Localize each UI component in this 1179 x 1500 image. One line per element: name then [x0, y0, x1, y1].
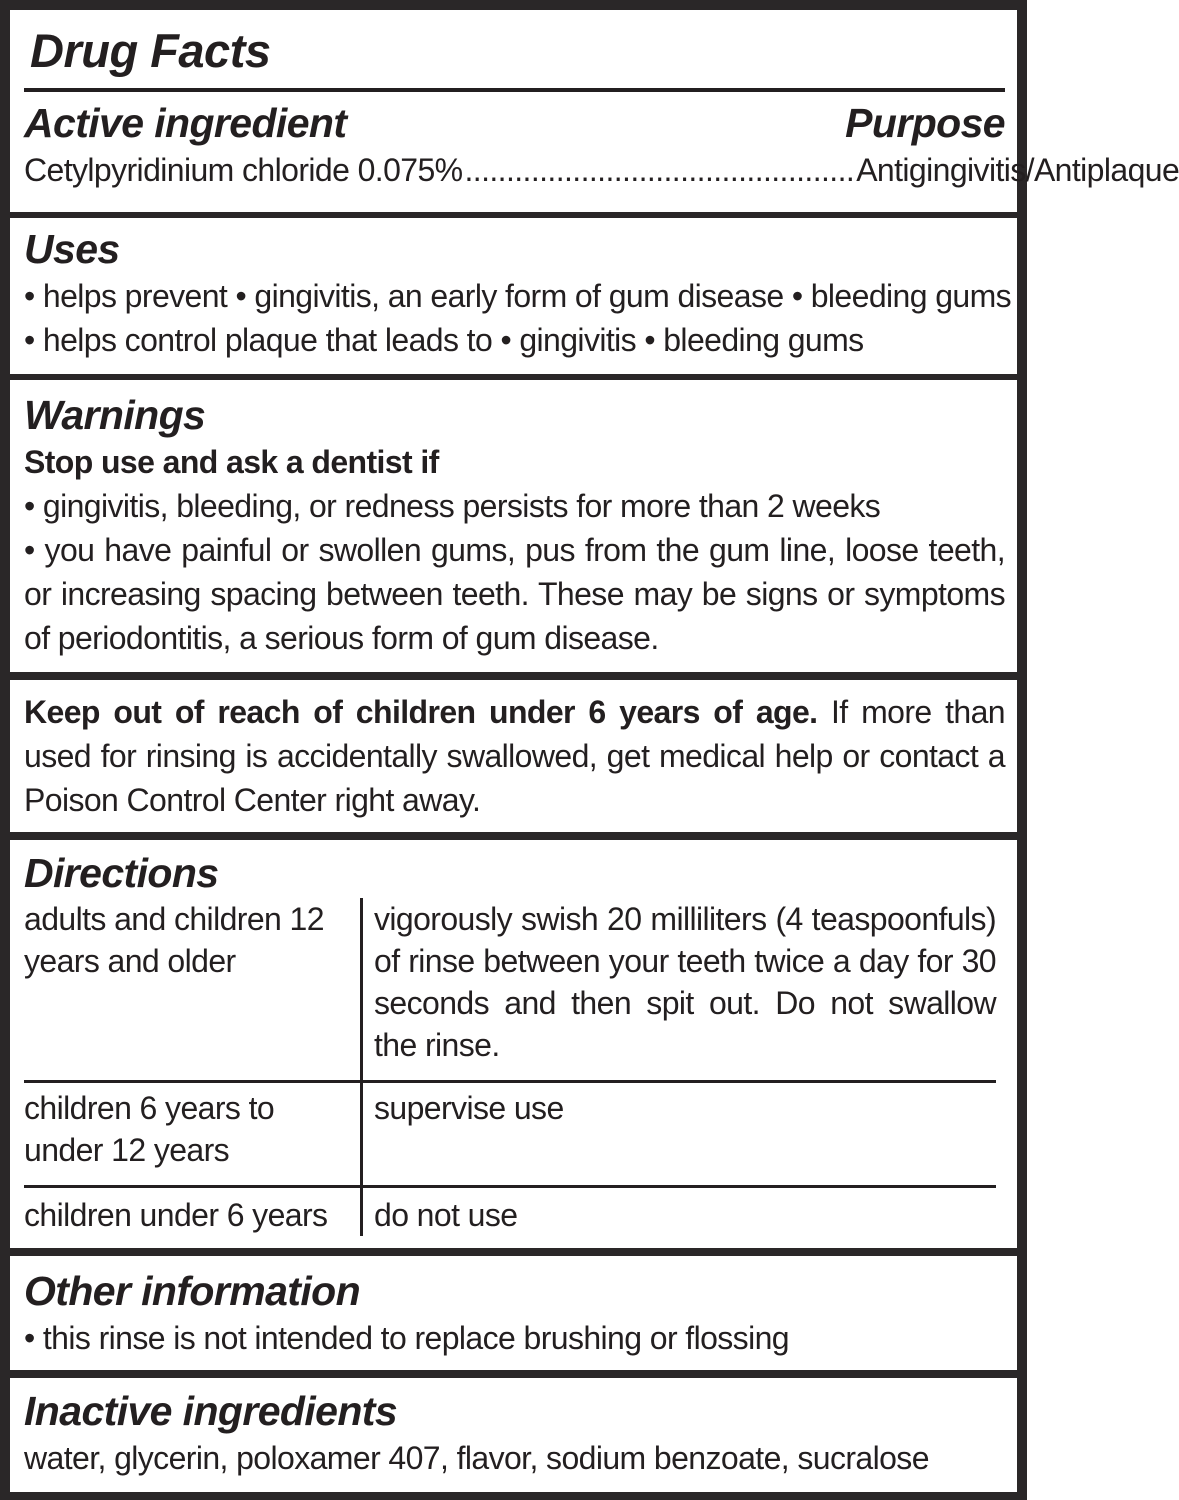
- keep-out-detail: If more than used for rinsing is accidentally swallowed, get medical help or contact a Poison Control Center right away.: [24, 694, 1006, 818]
- directions-instruction: vigorously swish 20 milliliters (4 teaspoonfuls) of rinse between your teeth twice a day for 30 seconds and then spit out. Do not swallow the rinse.: [362, 898, 997, 1082]
- keep-out-section: [10, 680, 1017, 832]
- active-ingredient-heading: Active ingredient: [24, 100, 347, 146]
- uses-heading: Uses: [24, 226, 120, 272]
- inactive-ingredients-section: [10, 1378, 1017, 1492]
- dot-leader: ...............................................: [464, 152, 855, 188]
- purpose-heading: Purpose: [845, 100, 1005, 146]
- title-divider: [24, 88, 1005, 92]
- directions-heading: Directions: [24, 850, 219, 896]
- keep-out-text: [24, 690, 1005, 822]
- table-row: [24, 1082, 996, 1187]
- inactive-ingredients-heading: Inactive ingredients: [24, 1388, 398, 1434]
- active-ingredient-purpose: Antigingivitis/Antiplaque: [856, 152, 1179, 188]
- table-row: [24, 1187, 996, 1237]
- table-row: [24, 898, 996, 1082]
- uses-section: [10, 218, 1017, 374]
- other-information-heading: Other information: [24, 1268, 361, 1314]
- active-ingredient-name: Cetylpyridinium chloride 0.075%: [24, 152, 463, 188]
- inactive-ingredients-list: water, glycerin, poloxamer 407, flavor, sodium benzoate, sucralose: [24, 1440, 929, 1476]
- directions-table: [24, 898, 996, 1236]
- warnings-subheading: Stop use and ask a dentist if: [24, 444, 439, 480]
- other-information-item: • this rinse is not intended to replace brushing or flossing: [24, 1320, 789, 1356]
- page-title: Drug Facts: [30, 24, 271, 77]
- directions-section: [10, 840, 1017, 1248]
- uses-line-1: • helps prevent • gingivitis, an early form of gum disease • bleeding gums: [24, 278, 1012, 314]
- warnings-item-1: • gingivitis, bleeding, or redness persists for more than 2 weeks: [24, 488, 881, 524]
- other-information-section: [10, 1256, 1017, 1370]
- directions-age-group: adults and children 12 years and older: [24, 901, 324, 979]
- directions-instruction: do not use: [362, 1187, 997, 1237]
- active-ingredient-block: [24, 98, 1179, 192]
- warnings-heading: Warnings: [24, 392, 206, 438]
- directions-instruction: supervise use: [362, 1082, 997, 1187]
- title-section: [10, 10, 1179, 212]
- uses-line-2: • helps control plaque that leads to • gingivitis • bleeding gums: [24, 322, 864, 358]
- keep-out-warning: Keep out of reach of children under 6 years of age.: [24, 694, 818, 730]
- warnings-section: [10, 380, 1017, 672]
- warnings-item-2: • you have painful or swollen gums, pus from the gum line, loose teeth, or increasing spacing between teeth. These may be signs or symptoms of periodontitis, a serious form of gum disease.: [24, 532, 1005, 656]
- directions-age-group: children under 6 years: [24, 1187, 362, 1237]
- directions-age-group: children 6 years to under 12 years: [24, 1082, 362, 1187]
